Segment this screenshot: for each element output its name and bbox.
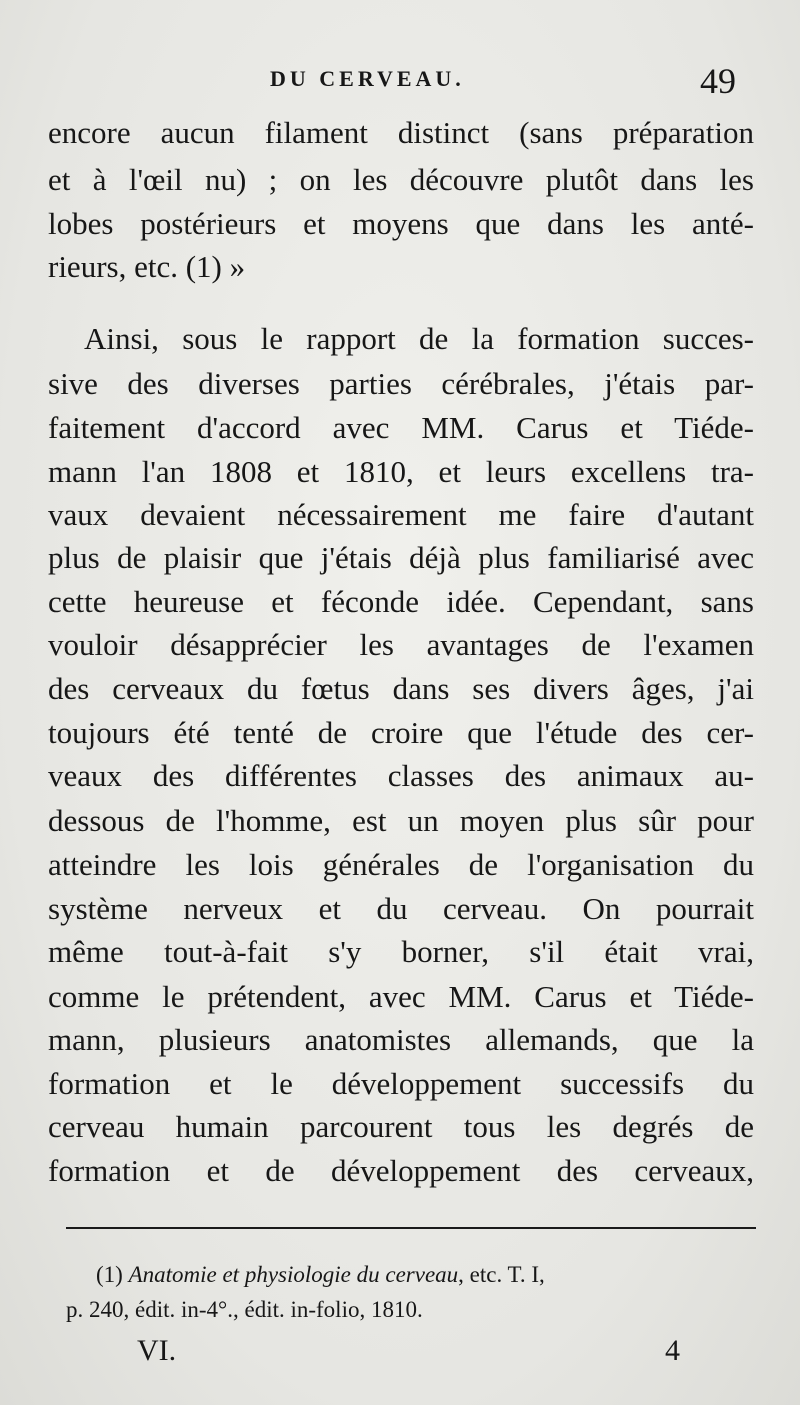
signature-mark: VI. (137, 1334, 177, 1367)
text-line: veaux des différentes classes des animaux au- (48, 758, 754, 793)
text-line: formation et le développement successifs du (48, 1066, 754, 1101)
text-line: vaux devaient nécessairement me faire d'autant (48, 497, 754, 532)
footnote-line: p. 240, édit. in-4°., édit. in-folio, 1810. (66, 1297, 423, 1322)
text-line: sive des diverses parties cérébrales, j'étais par- (48, 366, 754, 401)
text-line: cerveau humain parcourent tous les degrés de (48, 1109, 754, 1144)
footnote-marker: (1) (96, 1262, 123, 1287)
signature-number: 4 (665, 1334, 680, 1367)
text-line: et à l'œil nu) ; on les découvre plutôt dans les (48, 162, 754, 197)
text-line: faitement d'accord avec MM. Carus et Tiéde- (48, 410, 754, 445)
text-line: des cerveaux du fœtus dans ses divers âges, j'ai (48, 671, 754, 706)
text-line: plus de plaisir que j'étais déjà plus familiarisé avec (48, 540, 754, 575)
text-line: vouloir désapprécier les avantages de l'examen (48, 627, 754, 662)
footnote-title: Anatomie et physiologie du cerveau (128, 1262, 459, 1287)
text-line: cette heureuse et féconde idée. Cependant, sans (48, 584, 754, 619)
footnote-tail: , etc. T. I, (458, 1262, 545, 1287)
text-line: mann l'an 1808 et 1810, et leurs excellens tra- (48, 454, 754, 489)
text-line: encore aucun filament distinct (sans préparation (48, 115, 754, 150)
text-line: formation et de développement des cerveaux, (48, 1153, 754, 1188)
text-line: mann, plusieurs anatomistes allemands, que la (48, 1022, 754, 1057)
text-line: rieurs, etc. (1) » (48, 249, 246, 284)
text-line: atteindre les lois générales de l'organisation du (48, 847, 754, 882)
text-line: toujours été tenté de croire que l'étude des cer- (48, 715, 754, 750)
paragraph-first-line: Ainsi, sous le rapport de la formation succes- (84, 321, 754, 356)
footnote-line (96, 1262, 756, 1288)
text-line: même tout-à-fait s'y borner, s'il était vrai, (48, 934, 754, 969)
text-line: comme le prétendent, avec MM. Carus et Tiéde- (48, 979, 754, 1014)
page-number: 49 (700, 61, 736, 101)
text-line: lobes postérieurs et moyens que dans les anté- (48, 206, 754, 241)
text-line: système nerveux et du cerveau. On pourrait (48, 891, 754, 926)
running-head: DU CERVEAU. (270, 66, 465, 91)
footnote-rule (66, 1227, 756, 1229)
text-line: dessous de l'homme, est un moyen plus sûr pour (48, 803, 754, 838)
